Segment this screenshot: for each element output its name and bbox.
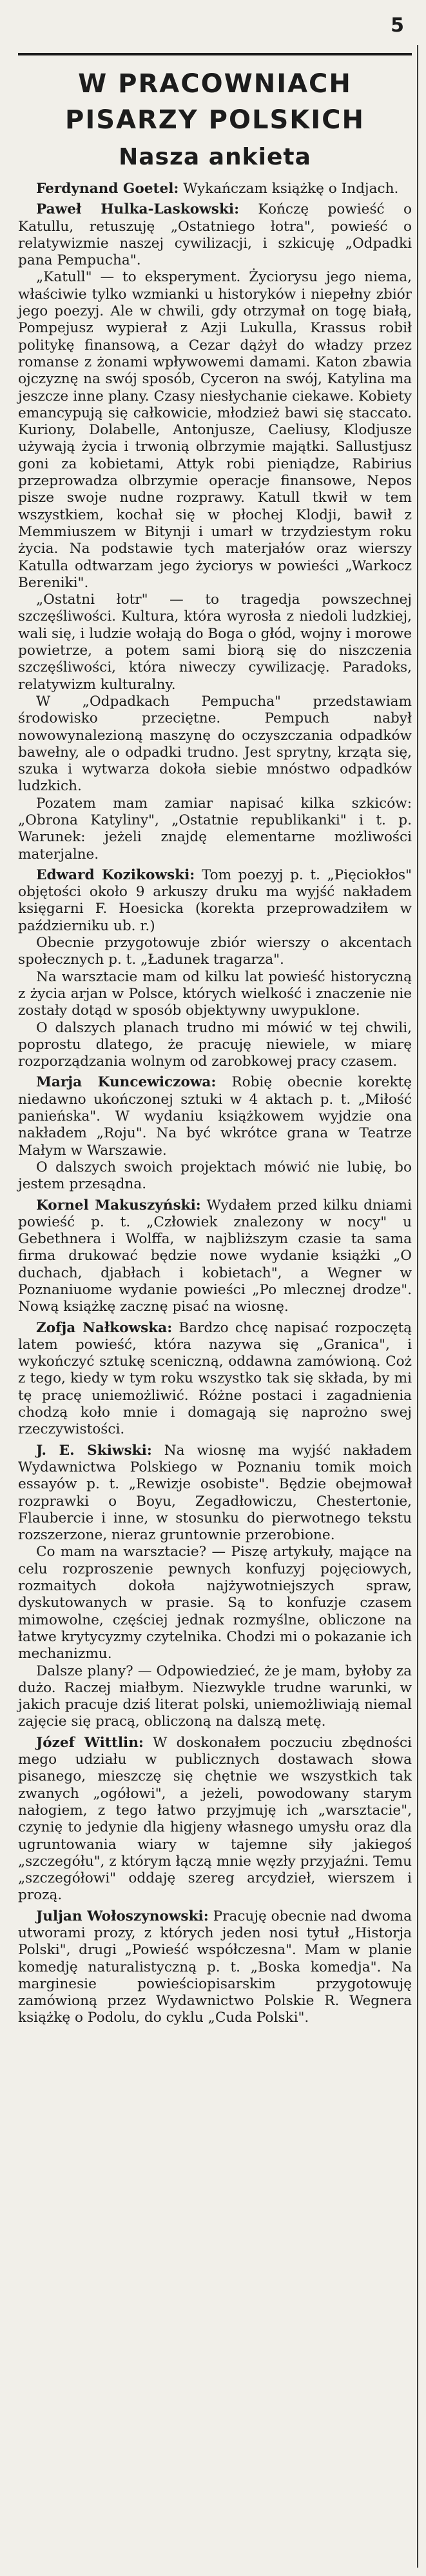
article-paragraph [18, 867, 412, 935]
headline-line-2: PISARZY POLSKICH [65, 105, 365, 135]
author-name: Józef Wittlin: [36, 1734, 144, 1751]
paragraph-text: „Katull" — to eksperyment. Życiorysu jego niema, właściwie tylko wzmianki u historyków i niepełny zbiór jego poezyj. Ale w chwili, gdy otrzymał on togę białą, Pompejusz wypierał z Azji Lukulla, Krassus robił politykę finansową, a Cezar dążył do władzy przez romanse z żonami wpływowemi damami. Katon zbawia ojczyznę na swój sposób, Cyceron na swój, Katylina ma jeszcze inne plany. Czasy niesłychanie ciekawe. Kobiety emancypują się całkowicie, młodzież bawi się staccato. Kuriony, Dolabelle, Antonjusze, Caeliusy, Klodjusze używają życia i trwonią olbrzymie majątki. Sallustjusz goni za kobietami, Attyk robi pieniądze, Rabirius przeprowadza olbrzymie operacje finansowe, Nepos pisze swoje nudne rozprawy. Katull tkwił w tem wszystkiem, kochał się w płochej Klodji, bawił z Memmiuszem w Bitynji i umarł w trzydziestym roku życia. Na podstawie tych materjałów oraz wierszy Katulla odtwarzam jego życiorys w powieści „Warkocz Bereniki". [18, 269, 412, 591]
top-rule [18, 53, 412, 55]
article-paragraph [18, 935, 412, 969]
paragraph-text: Pozatem mam zamiar napisać kilka szkiców: „Obrona Katyliny", „Ostatnie republikanki" i t. p. Warunek: jeżeli znajdę elementarne możliwości materjalne. [18, 795, 412, 863]
headline-line-1: W PRACOWNIACH [78, 69, 352, 99]
article-paragraph [18, 1735, 412, 1904]
paragraph-text: O dalszych planach trudno mi mówić w tej chwili, poprostu dlatego, że pracuję niewiele, w miarę rozporządzania wolnym od zarobkowej pracy czasem. [18, 1019, 412, 1070]
article-paragraph [18, 1544, 412, 1662]
column-rule [417, 45, 418, 2568]
paragraph-text: Na warsztacie mam od kilku lat powieść historyczną z życia arjan w Polsce, których wielkość i znaczenie nie zostały dotąd w sposób objektywny uwypuklone. [18, 968, 412, 1019]
page-number: 5 [391, 14, 404, 37]
author-name: J. E. Skiwski: [36, 1442, 152, 1459]
author-name: Paweł Hulka-Laskowski: [36, 201, 240, 218]
paragraph-text: Pracuję obecnie nad dwoma utworami prozy, z których jeden nosi tytuł „Historja Polski", drugi „Powieść współczesna". Mam w planie komedję naturalistyczną p. t. „Boska komedja". Na marginesie powieściopisarskim przygotowuję zamówioną przez Wydawnictwo Polskie R. Wegnera książkę o Podolu, do cyklu „Cuda Polski". [18, 1908, 412, 2026]
paragraph-text: „Ostatni łotr" — to tragedja powszechnej szczęśliwości. Kultura, która wyrosła z niedoli ludzkiej, wali się, i ludzie wołają do Boga o głód, wojny i morowe powietrze, a potem sami biorą się do niszczenia szczęśliwości, która niweczy cywilizację. Paradoks, relatywizm kulturalny. [18, 592, 412, 693]
paragraph-text: Robię obecnie korektę niedawno ukończonej sztuki w 4 aktach p. t. „Miłość panieńska". W wydaniu książkowem wyjdzie ona nakładem „Roju". Na być wkrótce grana w Teatrze Małym w Warszawie. [18, 1074, 412, 1159]
article-paragraph [18, 1074, 412, 1159]
article-paragraph [18, 1320, 412, 1439]
article-body [18, 181, 412, 2027]
article-paragraph [18, 201, 412, 269]
author-name: Ferdynand Goetel: [36, 181, 179, 197]
article-paragraph [18, 795, 412, 863]
subtitle: Nasza ankieta [119, 144, 311, 170]
paragraph-text: Kończę powieść o Katullu, retuszuję „Ostatniego łotra", powieść o relatywizmie naszej cywilizacji, i szkicuję „Odpadki pana Pempucha". [18, 201, 412, 269]
author-name: Edward Kozikowski: [36, 866, 195, 883]
article-paragraph [18, 969, 412, 1020]
paragraph-text: Wykańczam książkę o Indjach. [179, 181, 399, 197]
paragraph-text: Dalsze plany? — Odpowiedzieć, że je mam, byłoby za dużo. Raczej miałbym. Niezwykle trudne warunki, w jakich pracuje dziś literat polski, uniemożliwiają niemal zajęcie się pracą, obliczoną na dalszą metę. [18, 1662, 412, 1730]
author-name: Kornel Makuszyński: [36, 1197, 201, 1213]
article-paragraph [18, 1197, 412, 1316]
article-paragraph [18, 1020, 412, 1071]
article-paragraph [18, 592, 412, 694]
article-paragraph [18, 1159, 412, 1193]
article-paragraph [18, 694, 412, 795]
article-paragraph [18, 181, 412, 197]
paragraph-text: Na wiosnę ma wyjść nakładem Wydawnictwa Polskiego w Poznaniu tomik moich essayów p. t. „Rewizje osobiste". Będzie obejmował rozprawki o Boyu, Zegadłowiczu, Chestertonie, Flaubercie i inne, w stosunku do pierwotnego tekstu rozszerzone, nieraz gruntownie przerobione. [18, 1442, 412, 1544]
article-paragraph [18, 1443, 412, 1544]
paragraph-text: O dalszych swoich projektach mówić nie lubię, bo jestem przesądna. [18, 1159, 412, 1193]
paragraph-text: W „Odpadkach Pempucha" przedstawiam środowisko przeciętne. Pempuch nabył nowowynalezioną maszynę do oczyszczania odpadków bawełny, ale o odpadki trudno. Jest sprytny, krząta się, szuka i wytwarza dokoła siebie mnóstwo odpadków ludzkich. [18, 693, 412, 795]
article-paragraph [18, 1663, 412, 1731]
article-paragraph [18, 1908, 412, 2027]
paragraph-text: Bardzo chcę napisać rozpoczętą latem powieść, która nazywa się „Granica", i wykończyć sztukę sceniczną, oddawna zamówioną. Coż z tego, kiedy w tym roku wszystko tak się składa, by mi tę pracę uniemożliwić. Różne postaci i zagadnienia chodzą koło mnie i domagają się naprożno swej rzeczywistości. [18, 1319, 412, 1438]
paragraph-text: Obecnie przygotowuje zbiór wierszy o akcentach społecznych p. t. „Ładunek tragarza". [18, 935, 412, 968]
paragraph-text: Wydałem przed kilku dniami powieść p. t. „Człowiek znalezony w nocy" u Gebethnera i Wolffa, w najbliższym czasie ta sama firma drukować będzie nowe wydanie książki „O duchach, djabłach i kobietach", a Wegner w Poznaniuome wydanie powieści „Po mlecznej drodze". Nową książkę zacznę pisać na wiosnę. [18, 1197, 412, 1315]
paragraph-text: Tom poezyj p. t. „Pięciokłos" objętości około 9 arkuszy druku ma wyjść nakładem księgarni F. Hoesicka (korekta przeprowadziłem w październiku ub. r.) [18, 866, 412, 934]
headline [18, 0, 412, 138]
paragraph-text: Co mam na warsztacie? — Piszę artykuły, mające na celu rozproszenie pewnych konfuzyj pojęciowych, rozmaitych dokoła najżywotniejszych spraw, dyskutowanych w prasie. Są to konfuzje czasem mimowolne, częściej jednak rozmyślne, obliczone na łatwe krytycyzmy czytelnika. Chodzi mi o pokazanie ich mechanizmu. [18, 1544, 412, 1662]
paragraph-text: W doskonałem poczuciu zbędności mego udziału w publicznych dostawach słowa pisanego, mieszczę się chętnie we wszystkich tak zwanych „ogółowi", a jeżeli, powodowany starym nałogiem, z tego łatwo przyjmuję ich „warsztacie", czynię to jedynie dla higjeny własnego umysłu oraz dla ugruntowania wiary w tajemne siły jakiegoś „szczegółu", z którym łączą mnie węzły przyjaźni. Temu „szczegółowi" oddaję szereg arcydzieł, wierszem i prozą. [18, 1734, 412, 1904]
author-name: Marja Kuncewiczowa: [36, 1074, 217, 1091]
author-name: Juljan Wołoszynowski: [36, 1908, 209, 1924]
article-paragraph [18, 269, 412, 592]
author-name: Zofja Nałkowska: [36, 1319, 173, 1336]
